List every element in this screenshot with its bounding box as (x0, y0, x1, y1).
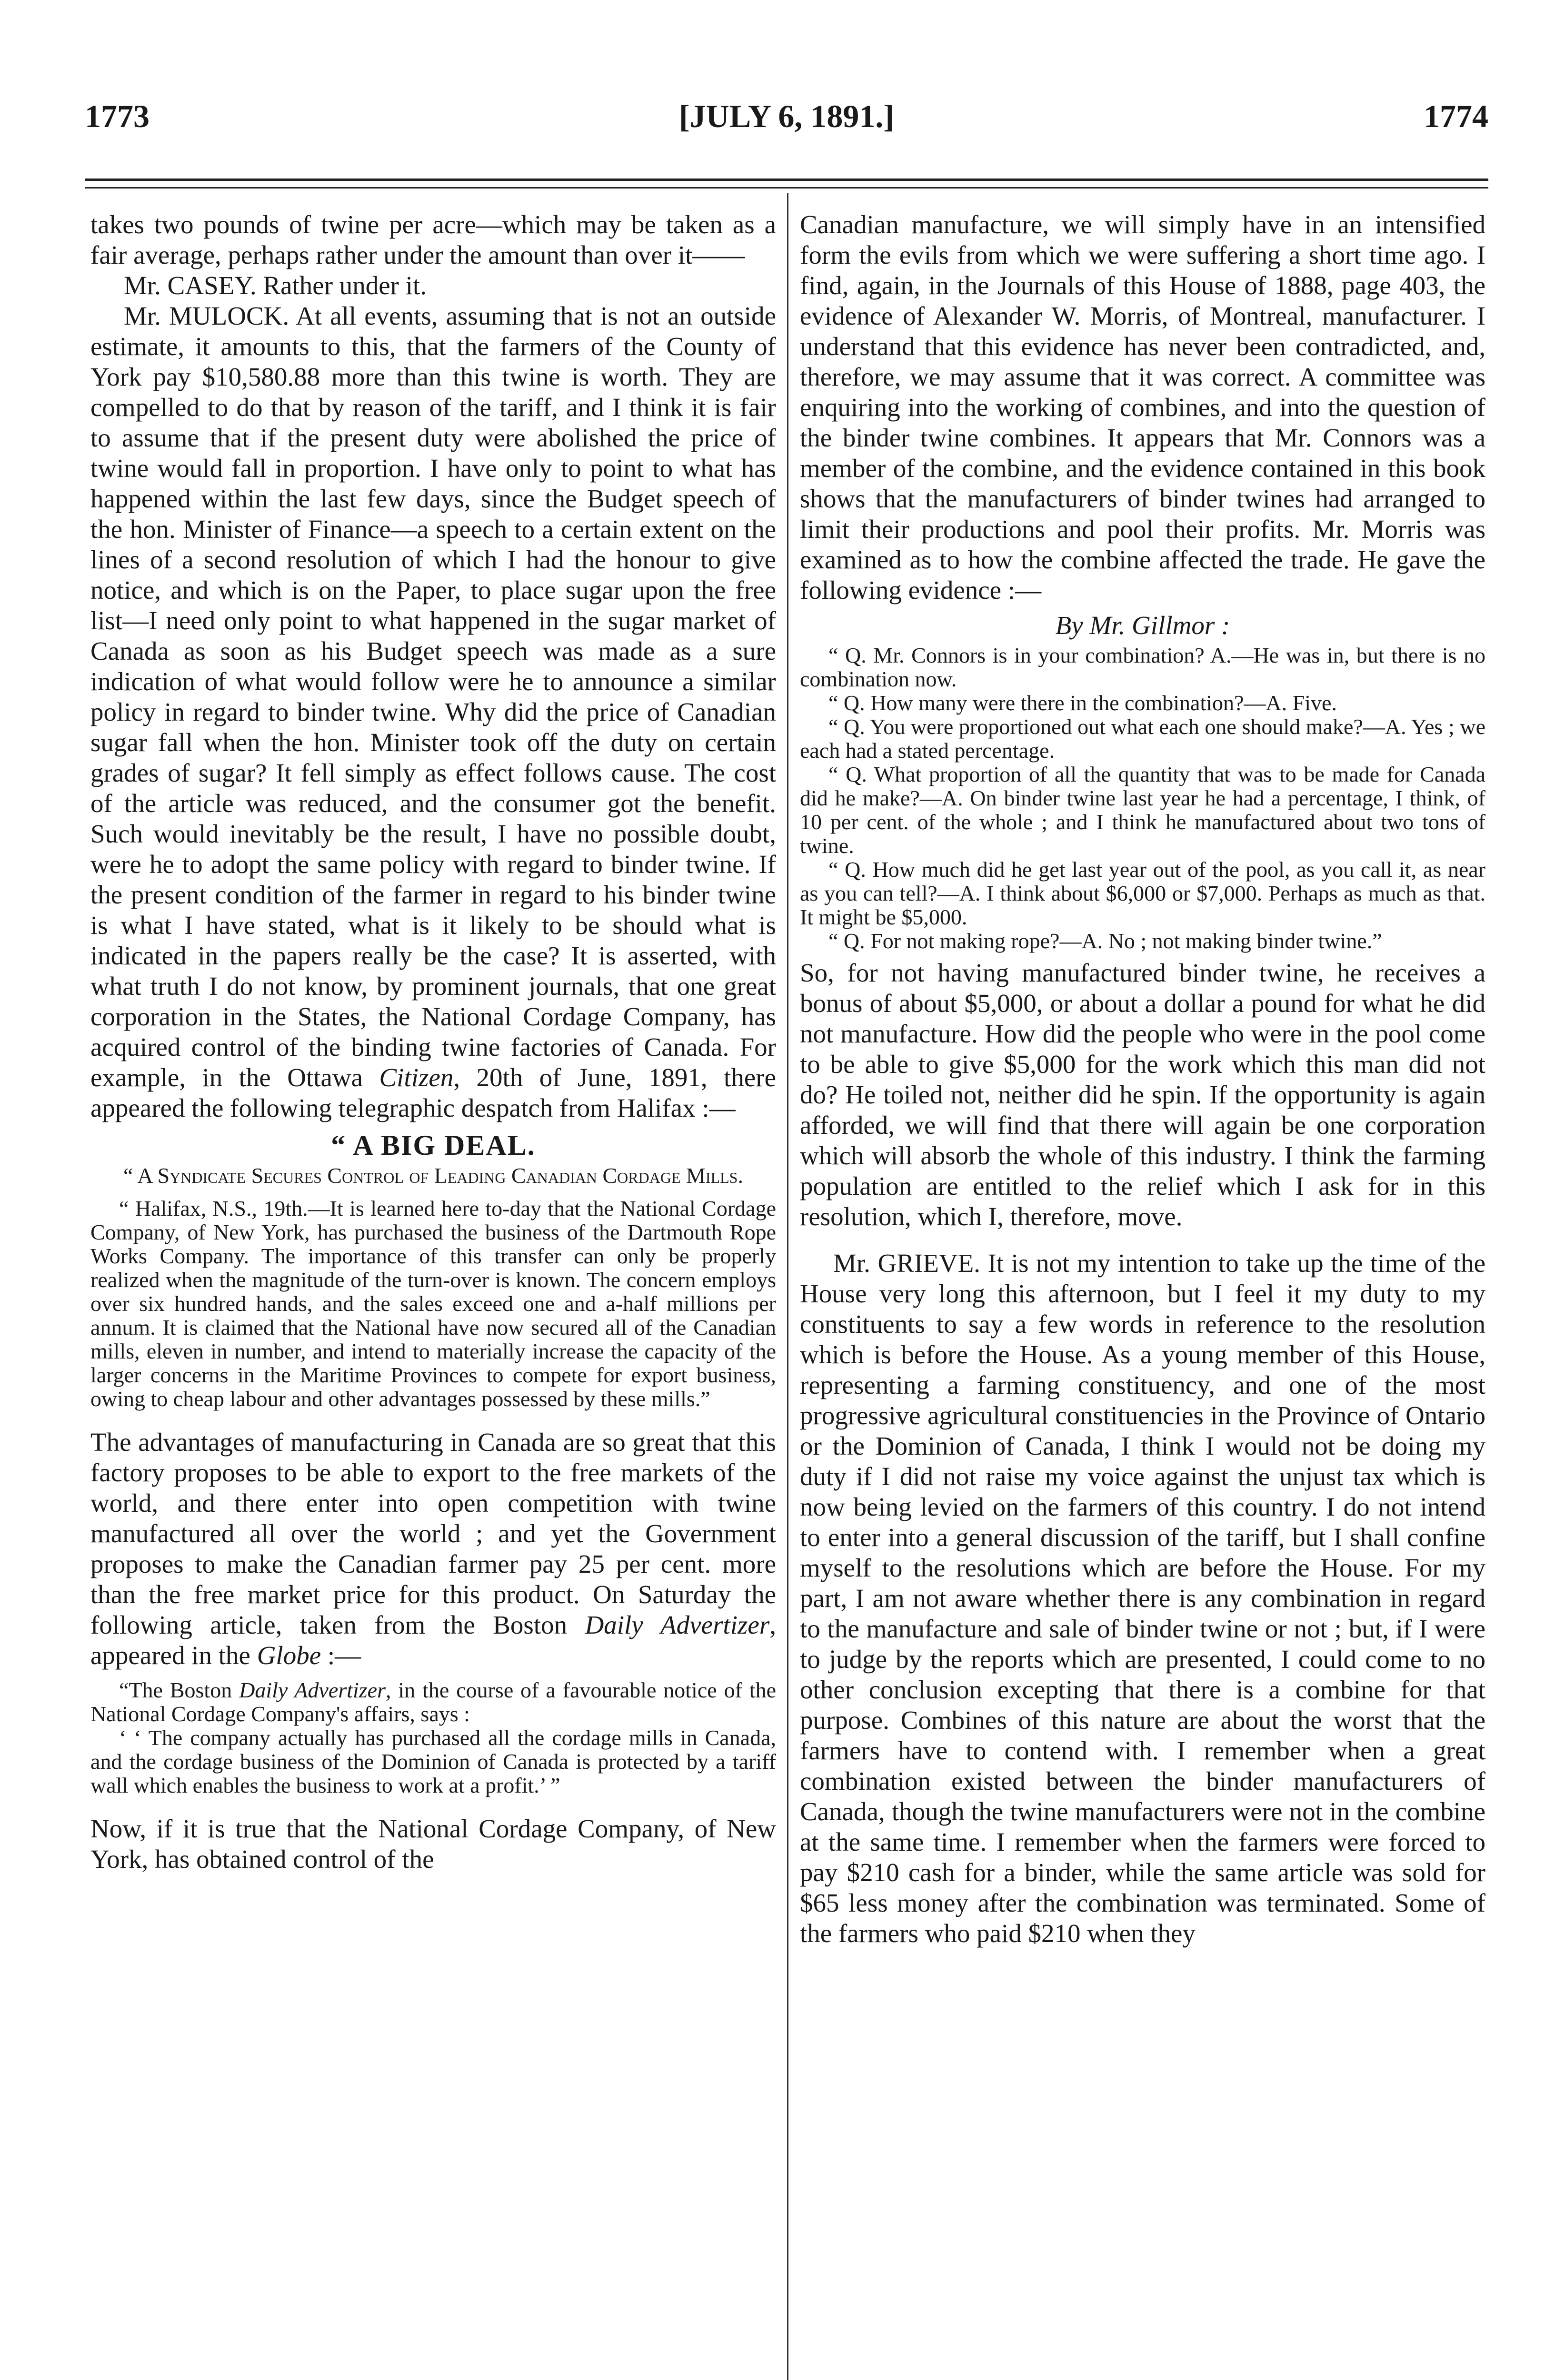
article-subheadline: “ A Syndicate Secures Control of Leading Canadian Cordage Mills. (123, 1163, 743, 1188)
quote-text: “The Boston Daily Advertizer, in the course of a favourable notice of the National Cordage Company's affairs, says : (90, 1678, 776, 1726)
quoted-article (90, 1678, 776, 1797)
evidence-qa: “ Q. Mr. Connors is in your combination? A.—He was in, but there is no combination now. (800, 643, 1485, 691)
evidence-qa: “ Q. How many were there in the combination?—A. Five. (828, 691, 1337, 715)
evidence-transcript (800, 644, 1485, 953)
speaker-paragraph: Mr. MULOCK. At all events, assuming that is not an outside estimate, it amounts to this, that the farmers of the County of York pay $10,580.88 more than this twine is worth. They are compelled to do that by reason of the tariff, and I think it is fair to assume that if the present duty were abolished the price of twine would fall in proportion. I have only to point to what has happened within the last few days, since the Budget speech of the hon. Minister of Finance—a speech to a certain extent on the lines of a second resolution of which I had the honour to give notice, and which is on the Paper, to place sugar upon the free list—I need only point to what happened in the sugar market of Canada as soon as his Budget speech was made as a sure indication of what would follow were he to announce a similar policy in regard to binder twine. Why did the price of Canadian sugar fall when the hon. Minister took off the duty on certain grades of sugar? It fell simply as effect follows cause. The cost of the article was reduced, and the consumer got the benefit. Such would inevitably be the result, I have no possible doubt, were he to adopt the same policy with regard to binder twine. If the present condition of the farmer in regard to his binder twine is what I have stated, what is it likely to be should what is indicated in the papers really be the case? It is asserted, with what truth I do not know, by prominent journals, that one great corporation in the States, the National Cordage Company, has acquired control of the binding twine factories of Canada. For example, in the Ottawa Citizen, 20th of June, 1891, there appeared the following telegraphic despatch from Halifax :— (90, 301, 776, 1122)
examiner-line: By Mr. Gillmor : (1055, 611, 1230, 640)
evidence-qa: “ Q. For not making rope?—A. No ; not making binder twine.” (828, 929, 1382, 953)
paragraph: So, for not having manufactured binder twine, he receives a bonus of about $5,000, or about a dollar a pound for what he did not manufacture. How did the people who were in the pool come to be able to give $5,000 for the work which this man did not do? He toiled not, neither did he spin. If the opportunity is again afforded, we will find that there will again be one corporation which will absorb the whole of this industry. I think the farming population are entitled to the relief which I ask for in this resolution, which I, therefore, move. (800, 958, 1485, 1231)
header-rule-thick (85, 178, 1488, 181)
speaker-paragraph: Mr. CASEY. Rather under it. (124, 271, 427, 300)
quoted-despatch (90, 1197, 776, 1411)
speaker-paragraph: Mr. GRIEVE. It is not my intention to take up the time of the House very long this afternoon, but I feel it my duty to my constituents to say a few words in reference to the resolution which is before the House. As a young member of this House, representing a farming constituency, and one of the most progressive agricultural constituencies in the Province of Ontario or the Dominion of Canada, I think I would not be doing my duty if I did not raise my voice against the unjust tax which is now being levied on the farmers of this country. I do not intend to enter into a general discussion of the tariff, but I shall confine myself to the resolutions which are before the House. For my part, I am not aware whether there is any combination in regard to the manufacture and sale of binder twine or not ; but, if I were to judge by the reports which are presented, I could come to no other conclusion excepting that there is a combine for that purpose. Combines of this nature are about the worst that the farmers have to contend with. I remember when a great combination existed between the binder manufacturers of Canada, though the twine manufacturers were not in the combine at the same time. I remember when the farmers were forced to pay $210 cash for a binder, while the same article was sold for $65 less money after the combination was terminated. Some of the farmers who paid $210 when they (800, 1249, 1485, 1948)
evidence-qa: “ Q. You were proportioned out what each one should make?—A. Yes ; we each had a stated percentage. (800, 714, 1485, 763)
left-column (90, 209, 776, 1874)
page-header (85, 98, 1488, 140)
evidence-qa: “ Q. What proportion of all the quantity that was to be made for Canada did he make?—A. On binder twine last year he had a percentage, I think, of 10 per cent. of the whole ; and I think he manufactured about two tons of twine. (800, 762, 1485, 858)
column-divider (787, 193, 788, 2380)
paragraph: Now, if it is true that the National Cordage Company, of New York, has obtained control of the (90, 1814, 776, 1874)
quote-text: “ Halifax, N.S., 19th.—It is learned here to-day that the National Cordage Company, of New York, has purchased the business of the Dartmouth Rope Works Company. The importance of this transfer can only be properly realized when the magnitude of the turn-over is known. The concern employs over six hundred hands, and the sales exceed one and a-half millions per annum. It is claimed that the National have now secured all of the Canadian mills, eleven in number, and intend to materially increase the capacity of the larger concerns in the Maritime Provinces to compete for export business, owing to cheap labour and other advantages possessed by these mills.” (90, 1196, 776, 1411)
page-date: [JULY 6, 1891.] (678, 98, 895, 134)
paragraph: takes two pounds of twine per acre—which may be taken as a fair average, perhaps rather under the amount than over it—— (90, 210, 776, 269)
evidence-qa: “ Q. How much did he get last year out of the pool, as you call it, as near as you can tell?—A. I think about $6,000 or $7,000. Perhaps as much as that. It might be $5,000. (800, 857, 1485, 929)
article-headline: “ A BIG DEAL. (331, 1130, 536, 1161)
paragraph: The advantages of manufacturing in Canada are so great that this factory proposes to be able to export to the free markets of the world, and there enter into open competition with twine manufactured all over the world ; and yet the Government proposes to make the Canadian farmer pay 25 per cent. more than the free market price for this product. On Saturday the following article, taken from the Boston Daily Advertizer, appeared in the Globe :— (90, 1428, 776, 1670)
page-number-right: 1774 (1424, 98, 1488, 134)
paragraph: Canadian manufacture, we will simply have in an intensified form the evils from which we were suffering a short time ago. I find, again, in the Journals of this House of 1888, page 403, the evidence of Alexander W. Morris, of Montreal, manufacturer. I understand that this evidence has never been contradicted, and, therefore, we may assume that it was correct. A committee was enquiring into the working of combines, and into the question of the binder twine combines. It appears that Mr. Connors was a member of the combine, and the evidence contained in this book shows that the manufacturers of binder twines had arranged to limit their productions and pool their profits. Mr. Morris was examined as to how the combine affected the trade. He gave the following evidence :— (800, 210, 1485, 605)
page-number-left: 1773 (85, 98, 150, 134)
quote-text: ‘ ‘ The company actually has purchased all the cordage mills in Canada, and the cordage business of the Dominion of Canada is protected by a tariff wall which enables the business to work at a profit.’ ” (90, 1726, 776, 1797)
header-rule-thin (85, 187, 1488, 188)
right-column (800, 209, 1485, 1949)
